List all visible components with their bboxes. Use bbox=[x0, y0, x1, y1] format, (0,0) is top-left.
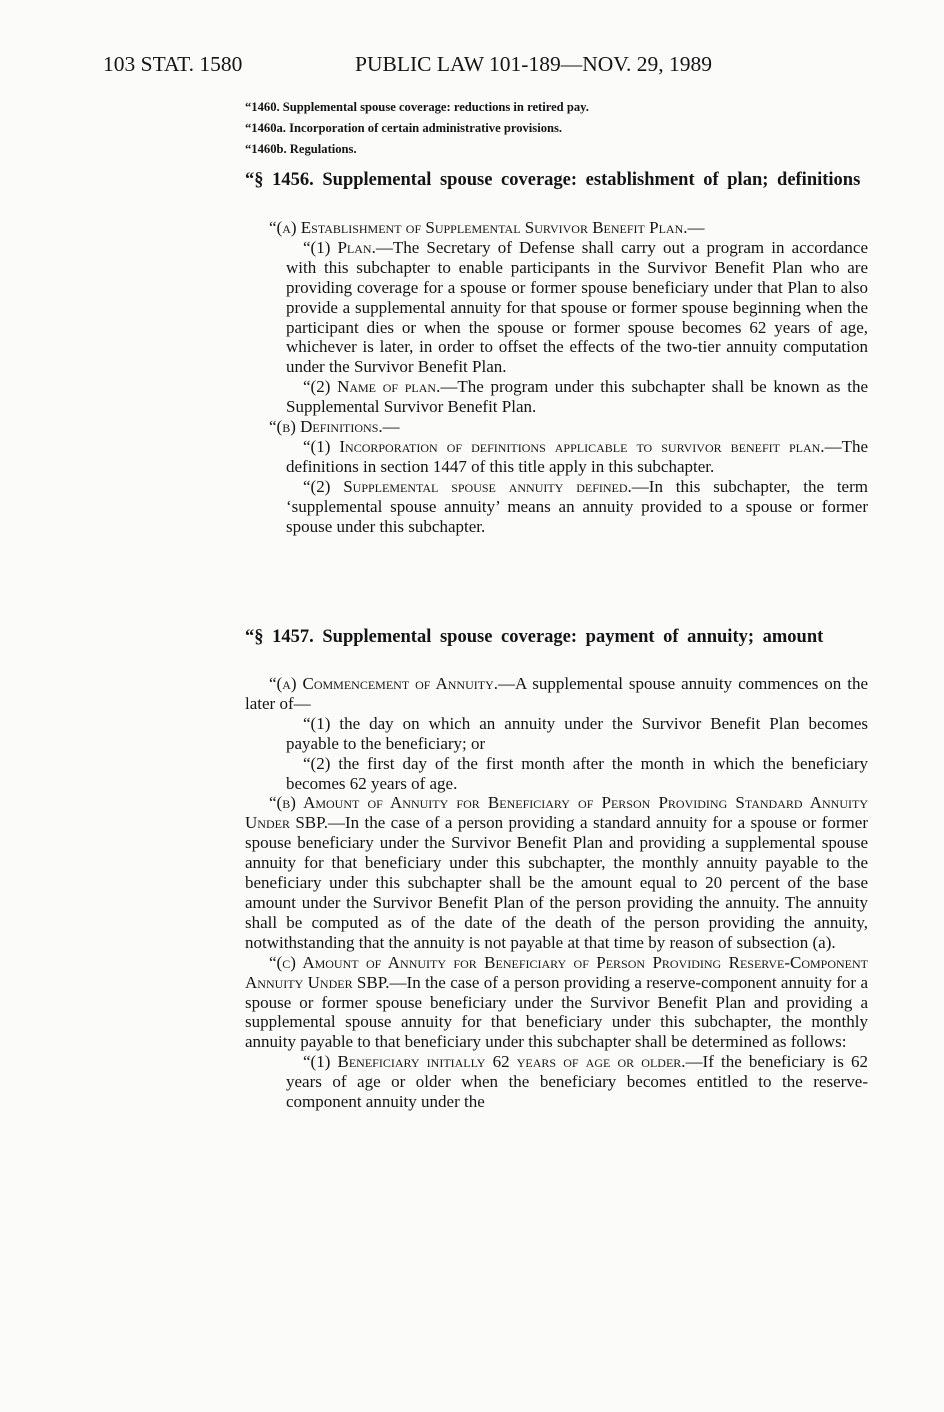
subsection-a: “(a) Commencement of Annuity.—A supplemental spouse annuity commences on the later of— bbox=[245, 674, 869, 713]
paragraph-b1: “(1) Incorporation of definitions applicable to survivor benefit plan.—The definitions in section 1447 of this title apply in this subchapter. bbox=[286, 436, 868, 476]
section-1456-heading: “§ 1456. Supplemental spouse coverage: establishment of plan; definitions bbox=[245, 170, 861, 190]
section-1456-body bbox=[245, 218, 868, 537]
paragraph-a2: “(2) Name of plan.—The program under this subchapter shall be known as the Supplemental Survivor Benefit Plan. bbox=[286, 377, 868, 417]
section-1457-body bbox=[245, 674, 868, 1112]
subsection-a-heading: “(a) Establishment of Supplemental Survivor Benefit Plan.— bbox=[269, 218, 705, 237]
paragraph-a1: “(1) the day on which an annuity under the Survivor Benefit Plan becomes payable to the beneficiary; or bbox=[286, 713, 868, 753]
section-1457-heading: “§ 1457. Supplemental spouse coverage: payment of annuity; amount bbox=[245, 627, 824, 647]
public-law-citation: PUBLIC LAW 101-189—NOV. 29, 1989 bbox=[355, 52, 713, 76]
toc-entry: “1460. Supplemental spouse coverage: reductions in retired pay. bbox=[245, 100, 589, 114]
paragraph-a1: “(1) Plan.—The Secretary of Defense shall carry out a program in accordance with this subchapter to enable participants in the Survivor Benefit Plan who are providing coverage for a spouse or former spouse beneficiary under that Plan to also provide a supplemental annuity for that spouse or former spouse beginning when the participant dies or when the spouse or former spouse becomes 62 years of age, whichever is later, in order to offset the effects of the two-tier annuity computation under the Survivor Benefit Plan. bbox=[286, 237, 869, 377]
subsection-b-heading: “(b) Definitions.— bbox=[269, 417, 400, 437]
toc-entry: “1460b. Regulations. bbox=[245, 142, 357, 156]
paragraph-b2: “(2) Supplemental spouse annuity defined.—In this subchapter, the term ‘supplemental spouse annuity’ means an annuity provided to a spouse or former spouse under this subchapter. bbox=[286, 476, 868, 536]
paragraph-c1: “(1) Beneficiary initially 62 years of age or older.—If the beneficiary is 62 years of age or older when the beneficiary becomes entitled to the reserve-component annuity under the bbox=[286, 1052, 868, 1112]
subsection-c: “(c) Amount of Annuity for Beneficiary of Person Providing Reserve-Component Annuity Under SBP.—In the case of a person providing a reserve-component annuity for a spouse or former spouse beneficiary under the Survivor Benefit Plan and providing a supplemental spouse annuity for that beneficiary under this subchapter, the monthly annuity payable to that beneficiary under this subchapter shall be determined as follows: bbox=[245, 952, 868, 1052]
toc-entry: “1460a. Incorporation of certain administrative provisions. bbox=[245, 121, 563, 135]
stat-page-number: 103 STAT. 1580 bbox=[103, 52, 243, 76]
section-table-of-contents bbox=[245, 97, 885, 160]
paragraph-a2: “(2) the first day of the first month after the month in which the beneficiary becomes 62 years of age. bbox=[286, 753, 868, 793]
subsection-b: “(b) Amount of Annuity for Beneficiary of Person Providing Standard Annuity Under SBP.—In the case of a person providing a standard annuity for a spouse or former spouse beneficiary under the Survivor Benefit Plan and providing a supplemental spouse annuity for that beneficiary under this subchapter, the monthly annuity payable to the beneficiary under this subchapter shall be the amount equal to 20 percent of the base amount under the Survivor Benefit Plan of the person providing the annuity. The annuity shall be computed as of the date of the death of the person providing the annuity, notwithstanding that the annuity is not payable at that time by reason of subsection (a). bbox=[245, 793, 868, 952]
